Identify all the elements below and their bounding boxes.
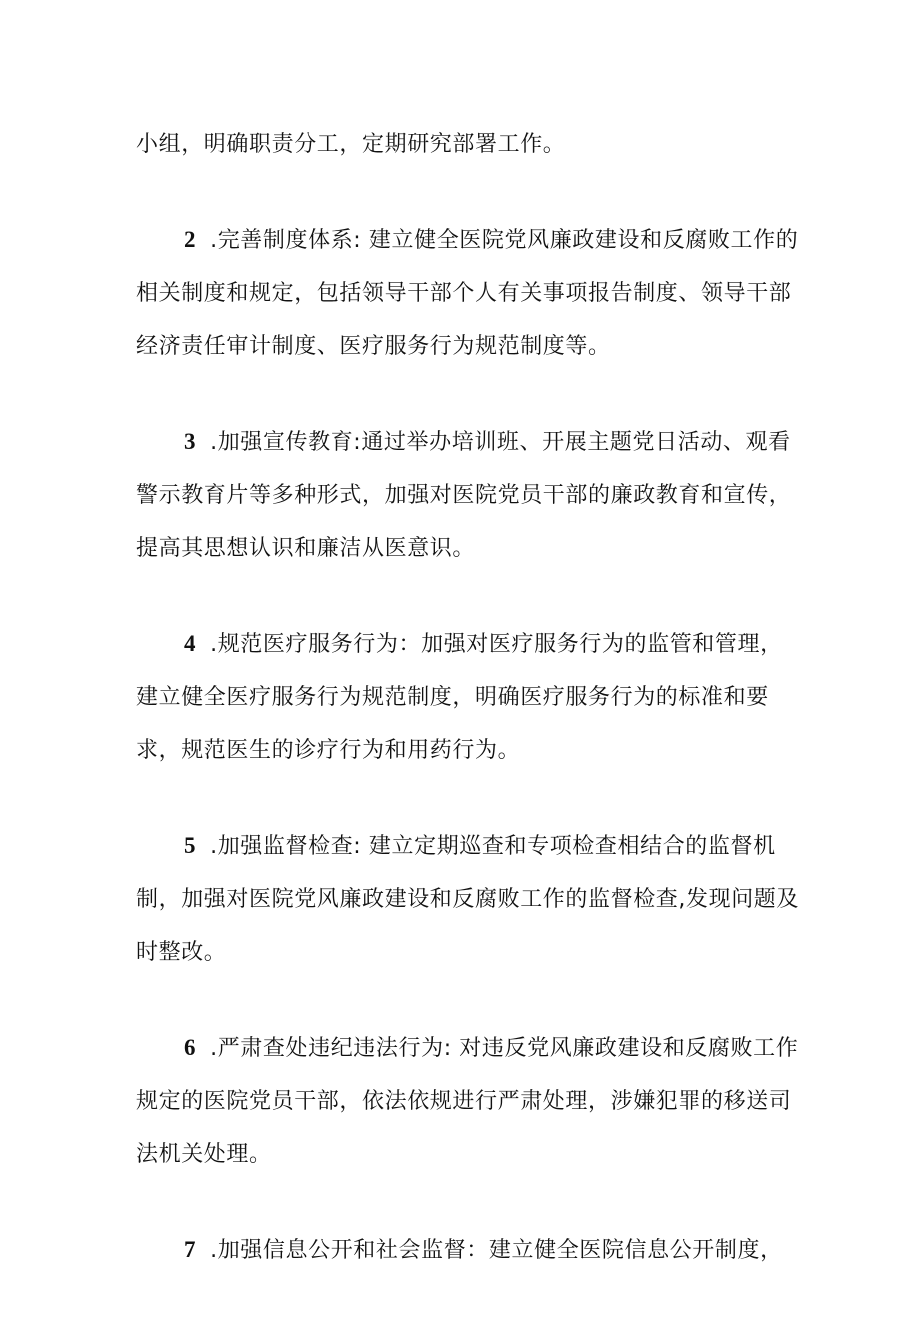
paragraph-text: 小组，明确职责分工，定期研究部署工作。 (136, 132, 566, 157)
paragraph-item-3 (136, 415, 800, 575)
paragraph-text: .加强监督检查: 建立定期巡查和专项检查相结合的监督机制，加强对医院党风廉政建设和反腐败工作的监督检查,发现问题及时整改。 (136, 834, 799, 965)
paragraph-item-2 (136, 213, 800, 373)
paragraph-text: .完善制度体系: 建立健全医院党风廉政建设和反腐败工作的相关制度和规定，包括领导干部个人有关事项报告制度、领导干部经济责任审计制度、医疗服务行为规范制度等。 (136, 228, 799, 359)
item-number: 5 (184, 833, 197, 858)
paragraph-text: .加强信息公开和社会监督：建立健全医院信息公开制度， (210, 1238, 783, 1263)
item-number: 6 (184, 1035, 197, 1060)
item-number: 4 (184, 631, 197, 656)
paragraph-text: .严肃查处违纪违法行为: 对违反党风廉政建设和反腐败工作规定的医院党员干部，依法依规进行严肃处理，涉嫌犯罪的移送司法机关处理。 (136, 1036, 799, 1167)
paragraph-text: .规范医疗服务行为：加强对医疗服务行为的监管和管理，建立健全医疗服务行为规范制度，明确医疗服务行为的标准和要求，规范医生的诊疗行为和用药行为。 (136, 632, 783, 763)
paragraph-item-4 (136, 617, 800, 777)
document-body (136, 118, 800, 1319)
paragraph-item-5 (136, 819, 800, 979)
paragraph-item-6 (136, 1021, 800, 1181)
item-number: 2 (184, 227, 197, 252)
paragraph-continuation (136, 118, 800, 171)
paragraph-text: .加强宣传教育:通过举办培训班、开展主题党日活动、观看警示教育片等多种形式，加强对医院党员干部的廉政教育和宣传，提高其思想认识和廉洁从医意识。 (136, 430, 792, 561)
item-number: 7 (184, 1237, 197, 1262)
paragraph-item-7 (136, 1223, 800, 1277)
item-number: 3 (184, 429, 197, 454)
